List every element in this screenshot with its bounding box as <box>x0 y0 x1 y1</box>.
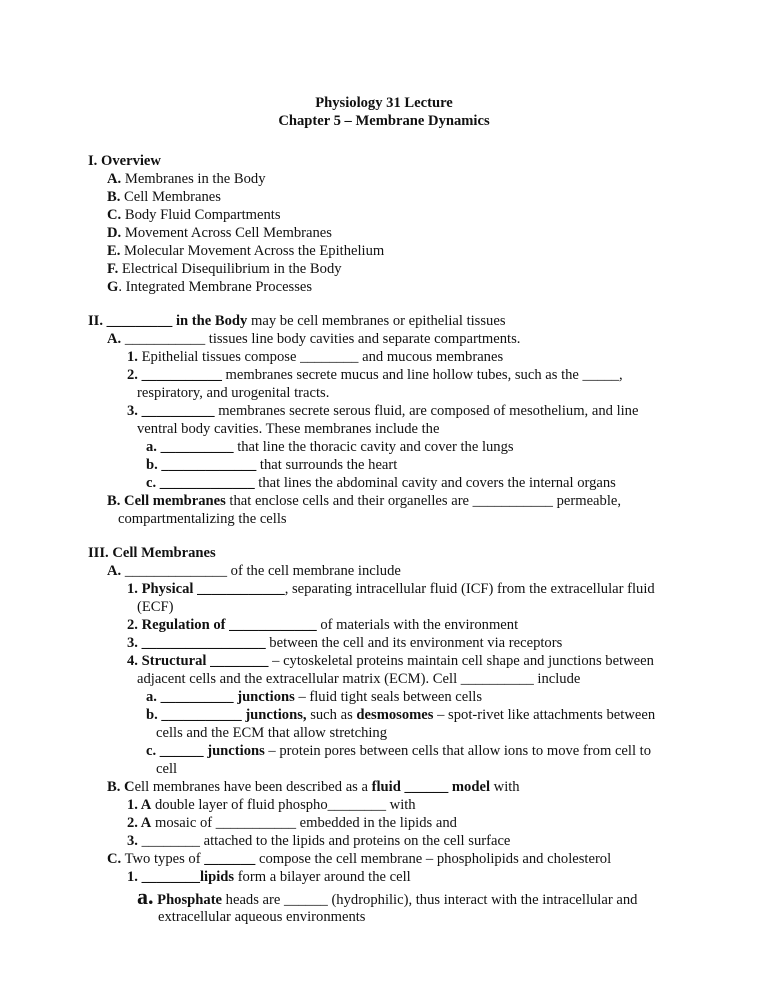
outline-text: 3. __________ <box>127 403 215 419</box>
outline-text: Body Fluid Compartments <box>121 207 281 223</box>
outline-line <box>137 384 329 402</box>
outline-text: 1. Physical ____________ <box>127 581 285 597</box>
outline-text: – cytoskeletal proteins maintain cell shape and junctions between <box>268 653 654 669</box>
outline-line <box>107 562 401 580</box>
outline-line <box>146 474 616 492</box>
outline-text: ___________ tissues line body cavities and separate compartments. <box>121 331 521 347</box>
outline-text: ventral body cavities. These membranes include the <box>137 421 440 437</box>
outline-text: adjacent cells and the extracellular matrix (ECM). Cell __________ include <box>137 671 581 687</box>
outline-line <box>107 206 281 224</box>
outline-text: ________ attached to the lipids and proteins on the cell surface <box>137 833 511 849</box>
outline-line <box>127 348 503 366</box>
outline-text: desmosomes <box>356 707 434 723</box>
outline-text: extracellular aqueous environments <box>158 909 366 925</box>
outline-text: that surrounds the heart <box>256 457 398 473</box>
outline-text: with <box>490 779 520 795</box>
outline-text: – fluid tight seals between cells <box>294 689 483 705</box>
outline-text: Membranes in the Body <box>121 171 266 187</box>
outline-text: c. _____________ <box>146 475 255 491</box>
outline-text: form a bilayer around the cell <box>234 869 411 885</box>
outline-text: Molecular Movement Across the Epithelium <box>120 243 385 259</box>
outline-text: 2. Regulation of ____________ <box>127 617 317 633</box>
outline-text: Electrical Disequilibrium in the Body <box>118 261 342 277</box>
outline-text: membranes secrete mucus and line hollow tubes, such as the _____, <box>221 367 623 383</box>
outline-line <box>137 884 638 909</box>
outline-line <box>137 598 173 616</box>
outline-text: _______ <box>204 851 256 867</box>
outline-text: A. <box>107 171 122 187</box>
outline-text: b. ___________ junctions, <box>146 707 307 723</box>
outline-line <box>146 456 397 474</box>
outline-text: of materials with the environment <box>316 617 519 633</box>
outline-text: b. _____________ <box>146 457 257 473</box>
outline-line <box>146 438 514 456</box>
outline-text: Phosphate <box>157 892 223 908</box>
outline-text: A. <box>107 563 122 579</box>
outline-line <box>107 330 520 348</box>
outline-line <box>107 170 266 188</box>
outline-text: D. <box>107 225 122 241</box>
outline-text: E. <box>107 243 121 259</box>
outline-text: C. <box>107 851 122 867</box>
outline-line <box>137 670 580 688</box>
outline-text: F. <box>107 261 119 277</box>
outline-text: compose the cell membrane – phospholipids and cholesterol <box>255 851 612 867</box>
outline-line <box>107 778 520 796</box>
outline-line <box>156 760 177 778</box>
outline-line <box>137 420 439 438</box>
outline-line <box>127 634 562 652</box>
outline-text: 4. Structural ________ <box>127 653 269 669</box>
outline-text: that lines the abdominal cavity and covers the internal organs <box>254 475 616 491</box>
outline-text: C. <box>107 207 122 223</box>
outline-text: I. Overview <box>88 153 161 169</box>
outline-text: – spot-rivet like attachments between <box>433 707 656 723</box>
outline-line <box>107 260 342 278</box>
outline-line <box>127 832 510 850</box>
outline-text: compartmentalizing the cells <box>118 511 287 527</box>
outline-line <box>107 492 621 510</box>
outline-text: Cell Membranes <box>120 189 221 205</box>
outline-line <box>158 908 365 926</box>
outline-line <box>107 242 384 260</box>
outline-text: Epithelial tissues compose ________ and mucous membranes <box>137 349 504 365</box>
outline-text: a. __________ <box>146 439 234 455</box>
outline-text: – protein pores between cells that allow ions to move from cell to <box>264 743 652 759</box>
outline-line <box>107 188 221 206</box>
outline-text: G <box>107 279 119 295</box>
outline-line <box>127 796 416 814</box>
outline-line <box>127 616 518 634</box>
outline-text: c. ______ junctions <box>146 743 265 759</box>
outline-line <box>146 688 482 706</box>
outline-line <box>88 312 506 330</box>
outline-line <box>127 366 623 384</box>
outline-text: 2. A <box>127 815 152 831</box>
outline-text: B. C <box>107 779 135 795</box>
outline-text: that enclose cells and their organelles are ___________ permeable, <box>225 493 622 509</box>
outline-text: 3. <box>127 833 138 849</box>
outline-text: 1. <box>127 349 138 365</box>
outline-text: a. <box>137 884 154 909</box>
outline-text: that line the thoracic cavity and cover the lungs <box>233 439 514 455</box>
outline-text: a. __________ junctions <box>146 689 295 705</box>
outline-line <box>146 742 651 760</box>
outline-line <box>127 868 411 886</box>
outline-text: may be cell membranes or epithelial tissues <box>247 313 506 329</box>
outline-text: 1. A <box>127 797 152 813</box>
outline-line <box>107 278 312 296</box>
outline-line <box>127 652 654 670</box>
outline-text: cells and the ECM that allow stretching <box>156 725 388 741</box>
outline-line <box>107 224 332 242</box>
outline-text: 3. _________________ <box>127 635 266 651</box>
outline-line <box>88 544 216 562</box>
outline-text: between the cell and its environment via receptors <box>265 635 563 651</box>
outline-text: II. _________ in the Body <box>88 313 248 329</box>
outline-text: A. <box>107 331 122 347</box>
outline-line <box>118 510 287 528</box>
outline-text: 2. ___________ <box>127 367 222 383</box>
outline-line <box>127 814 457 832</box>
outline-line <box>88 152 161 170</box>
outline-text: B. Cell membranes <box>107 493 226 509</box>
outline-text: ell membranes have been described as a <box>134 779 372 795</box>
outline-text: heads are ______ (hydrophilic), thus interact with the intracellular and <box>222 892 638 908</box>
outline-line <box>146 706 655 724</box>
outline-text: B. <box>107 189 121 205</box>
outline-text: Two types of <box>121 851 205 867</box>
outline-text: III. Cell Membranes <box>88 545 216 561</box>
outline-text: Movement Across Cell Membranes <box>121 225 332 241</box>
page-title: Physiology 31 Lecture <box>315 95 453 111</box>
outline-text: , separating intracellular fluid (ICF) from the extracellular fluid <box>284 581 655 597</box>
outline-line <box>156 724 387 742</box>
outline-text: fluid ______ model <box>371 779 491 795</box>
outline-text: ______________ of the cell membrane include <box>121 563 401 579</box>
page-subtitle: Chapter 5 – Membrane Dynamics <box>278 113 490 129</box>
outline-text: membranes secrete serous fluid, are composed of mesothelium, and line <box>214 403 639 419</box>
outline-text: cell <box>156 761 178 777</box>
outline-line <box>127 580 655 598</box>
outline-text: respiratory, and urogenital tracts. <box>137 385 330 401</box>
outline-line <box>107 850 611 868</box>
outline-text: . Integrated Membrane Processes <box>118 279 313 295</box>
outline-text: 1. ________lipids <box>127 869 235 885</box>
outline-text: mosaic of ___________ embedded in the lipids and <box>151 815 457 831</box>
outline-text: such as <box>306 707 357 723</box>
outline-line <box>127 402 638 420</box>
outline-text: double layer of fluid phospho________ with <box>151 797 416 813</box>
outline-text: (ECF) <box>137 599 174 615</box>
